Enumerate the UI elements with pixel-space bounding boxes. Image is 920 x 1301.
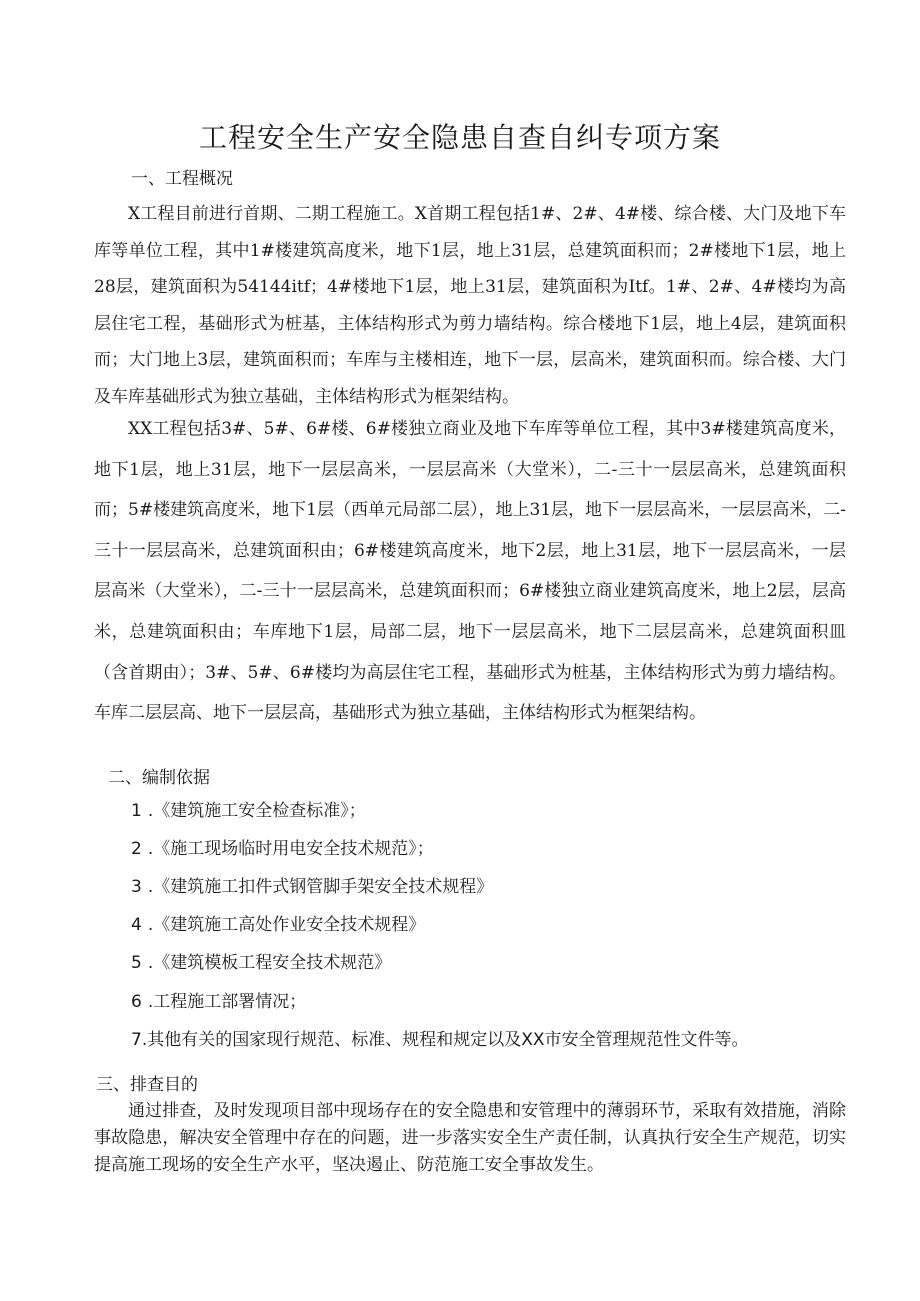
reference-text: .《建筑模板工程安全技术规范》 [147,953,392,973]
document-title: 工程安全生产安全隐患自查自纠专项方案 [198,121,721,154]
reference-text: .其他有关的国家现行规范、标准、规程和规定以及XX市安全管理规范性文件等。 [141,1030,749,1050]
reference-number: 6 [131,992,142,1012]
reference-number: 1 [131,801,142,821]
section-1-heading: 一、工程概况 [131,169,233,189]
section-1-paragraph-1: X工程目前进行首期、二期工程施工。X首期工程包括1#、2#、4#楼、综合楼、大门及地下车库等单位工程，其中1#楼建筑高度米，地下1层，地上31层，总建筑面积而；2#楼地下1层，地上28层，建筑面积为54144itf；4#楼地下1层，地上31层，建筑面积为Itf。1#、2#、4#楼均为高层住宅工程，基础形式为桩基，主体结构形式为剪力墙结构。综合楼地下1层，地上4层，建筑面积而；大门地上3层，建筑面积而；车库与主楼相连，地下一层，层高米，建筑面积而。综合楼、大门及车库基础形式为独立基础，主体结构形式为框架结构。 [94,204,846,407]
reference-item-1 [131,796,366,821]
section-2-heading: 二、编制依据 [108,768,210,788]
reference-item-6 [131,987,306,1012]
reference-item-4 [131,910,425,935]
section-3-paragraph: 通过排查，及时发现项目部中现场存在的安全隐患和安管理中的薄弱环节，采取有效措施，消除事故隐患，解决安全管理中存在的问题，进一步落实安全生产责任制，认真执行安全生产规范，切实提高施工现场的安全生产水平，坚决遏止、防范施工安全事故发生。 [94,1101,846,1175]
reference-item-5 [131,948,391,973]
section-1-paragraph-2: XX工程包括3#、5#、6#楼、6#楼独立商业及地下车库等单位工程，其中3#楼建筑高度米，地下1层，地上31层，地下一层层高米，一层层高米（大堂米），二-三十一层层高米，总建筑面积而；5#楼建筑高度米，地下1层（西单元局部二层），地上31层，地下一层层高米，一层层高米，二-三十一层层高米，总建筑面积由；6#楼建筑高度米，地下2层，地上31层，地下一层层高米，一层层高米（大堂米），二-三十一层层高米，总建筑面积而；6#楼独立商业建筑高度米，地上2层，层高米，总建筑面积由；车库地下1层，局部二层，地下一层层高米，地下二层层高米，总建筑面积皿（含首期由）；3#、5#、6#楼均为高层住宅工程，基础形式为桩基，主体结构形式为剪力墙结构。车库二层层高、地下一层层高，基础形式为独立基础，主体结构形式为框架结构。 [94,419,846,724]
reference-number: 5 [131,953,142,973]
reference-text: .《建筑施工扣件式钢管脚手架安全技术规程》 [147,877,494,897]
reference-item-3 [131,872,493,897]
reference-item-7 [131,1025,749,1050]
reference-text: .《施工现场临时用电安全技术规范》； [147,839,434,859]
reference-text: .工程施工部署情况； [147,992,307,1012]
reference-item-2 [131,834,434,859]
reference-text: .《建筑施工安全检查标准》； [147,801,366,821]
reference-number: 2 [131,839,142,859]
reference-text: .《建筑施工高处作业安全技术规程》 [147,915,426,935]
section-3-heading: 三、排查目的 [96,1075,198,1095]
reference-number: 4 [131,915,142,935]
reference-number: 7 [131,1030,142,1050]
reference-number: 3 [131,877,142,897]
